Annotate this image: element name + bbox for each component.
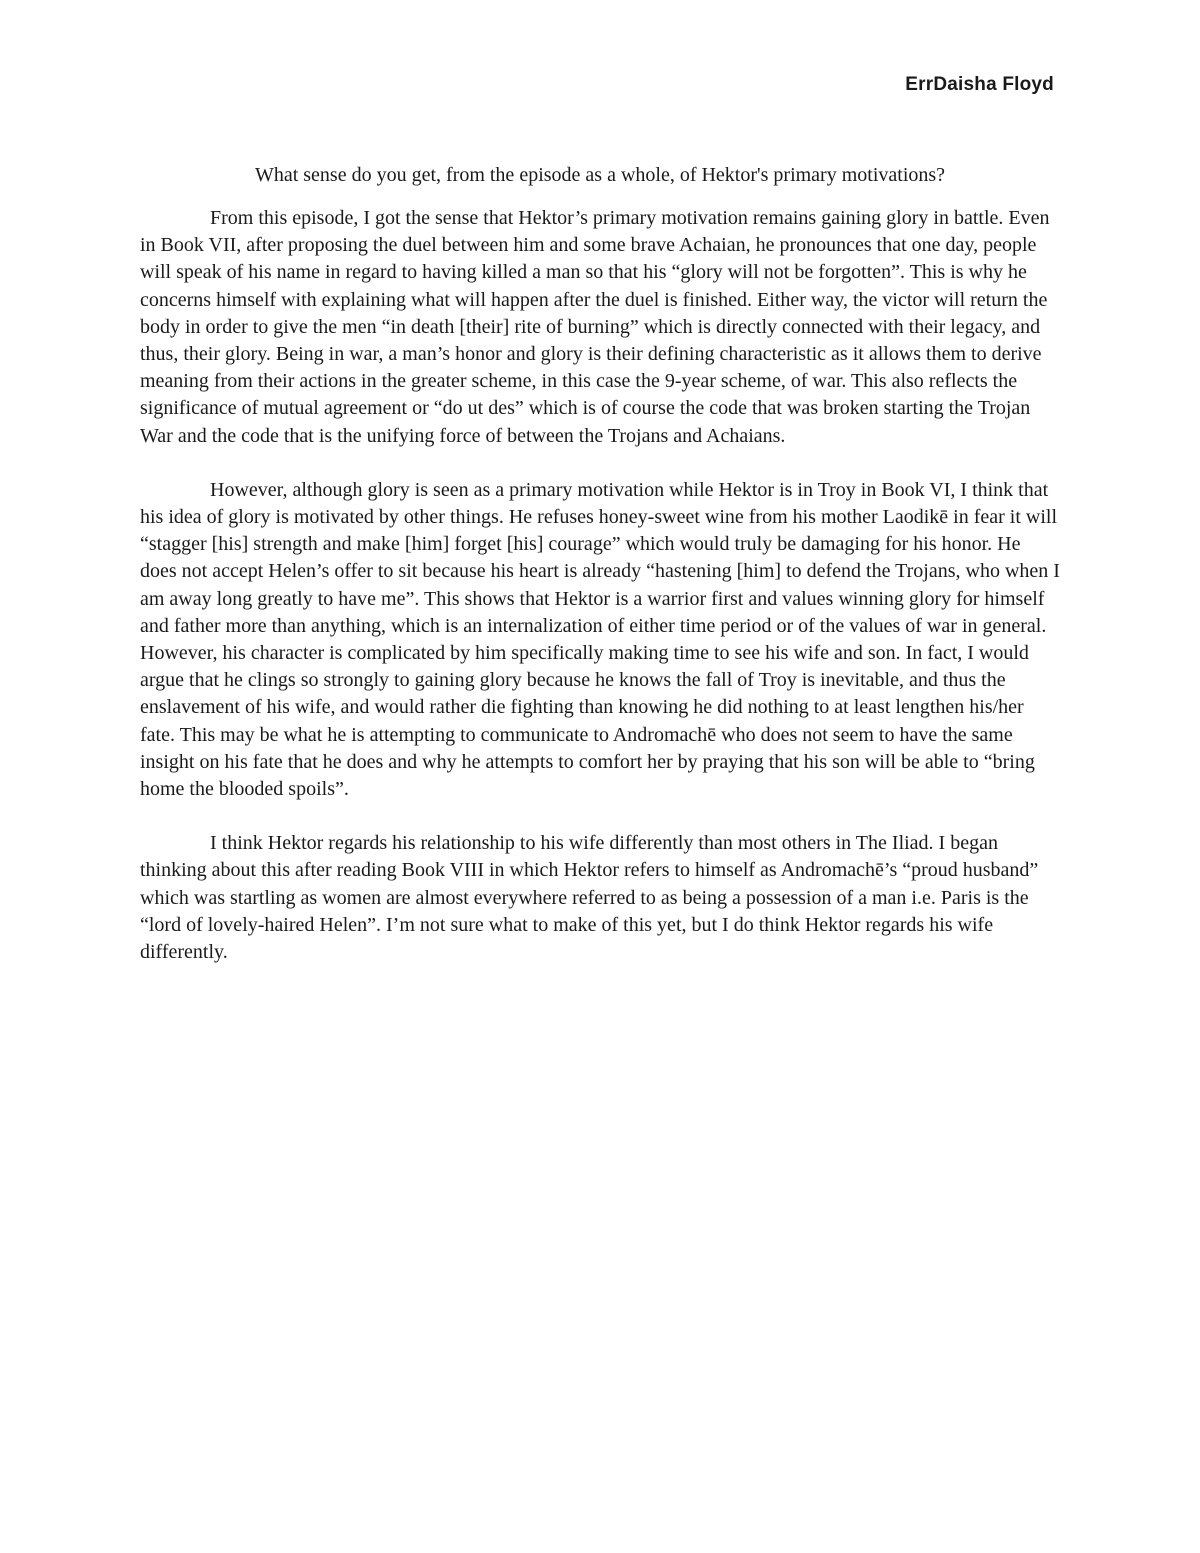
paragraph-1: From this episode, I got the sense that Hektor’s primary motivation remains gaining glory in battle. Even in Book VII, after proposing the duel between him and some brave Achaian, he pronounces that one day, people will speak of his name in regard to having killed a man so that his “glory will not be forgotten”. This is why he concerns himself with explaining what will happen after the duel is finished. Either way, the victor will return the body in order to give the men “in death [their] rite of burning” which is directly connected with their legacy, and thus, their glory. Being in war, a man’s honor and glory is their defining characteristic as it allows them to derive meaning from their actions in the greater scheme, in this case the 9-year scheme, of war. This also reflects the significance of mutual agreement or “do ut des” which is of course the code that was broken starting the Trojan War and the code that is the unifying force of between the Trojans and Achaians. (140, 207, 1050, 447)
paragraph-2: However, although glory is seen as a primary motivation while Hektor is in Troy in Book VI, I think that his idea of glory is motivated by other things. He refuses honey-sweet wine from his mother Laodikē in fear it will “stagger [his] strength and make [him] forget [his] courage” which would truly be damaging for his honor. He does not accept Helen’s offer to sit because his heart is already “hastening [him] to defend the Trojans, who when I am away long greatly to have me”. This shows that Hektor is a warrior first and values winning glory for himself and father more than anything, which is an internalization of either time period or of the values of war in general. However, his character is complicated by him specifically making time to see his wife and son. In fact, I would argue that he clings so strongly to gaining glory because he knows the fall of Troy is inevitable, and thus the enslavement of his wife, and would rather die fighting than knowing he did nothing to at least lengthen his/her fate. This may be what he is attempting to communicate to Andromachē who does not seem to have the same insight on his fate that he does and why he attempts to comfort her by praying that his son will be able to “bring home the blooded spoils”. (140, 478, 1060, 801)
author-name: ErrDaisha Floyd (905, 74, 1054, 95)
paragraph-3: I think Hektor regards his relationship to his wife differently than most others in The Iliad. I began thinking about this after reading Book VIII in which Hektor refers to himself as Andromachē’s “proud husband” which was startling as women are almost everywhere referred to as being a possession of a man i.e. Paris is the “lord of lovely-haired Helen”. I’m not sure what to make of this yet, but I do think Hektor regards his wife differently. (140, 832, 1039, 964)
essay-body (140, 205, 1060, 993)
essay-question: What sense do you get, from the episode as a whole, of Hektor's primary motivations? (254, 164, 946, 186)
